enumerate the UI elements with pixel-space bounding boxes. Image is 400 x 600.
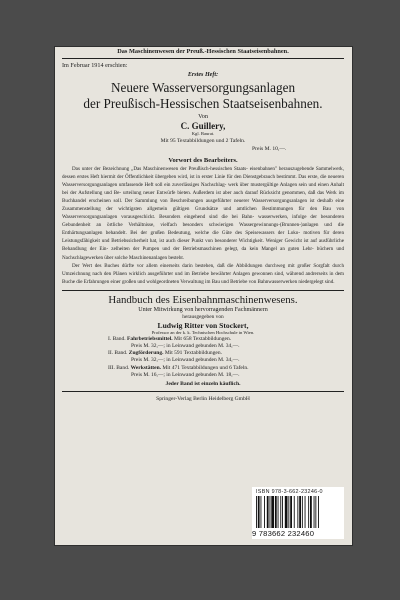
barcode-bar (288, 496, 289, 528)
barcode-bar (315, 496, 316, 528)
barcode-bar (290, 496, 292, 528)
barcode-bar (308, 496, 309, 528)
barcode-bar (258, 496, 260, 528)
barcode-bar (282, 496, 283, 528)
band-details: Mit 658 Textabbildungen. (174, 335, 232, 342)
publisher: Springer-Verlag Berlin Heidelberg GmbH (156, 395, 250, 402)
barcode-bar (285, 496, 288, 528)
isbn-label: ISBN 978-3-662-23246-0 (256, 489, 323, 495)
barcode-bar (299, 496, 301, 528)
editor-title: Professor an der k. k. Technischen Hochschule in Wien. (151, 329, 255, 335)
section-rule (62, 290, 344, 291)
herausgegeben-label: herausgegeben von (182, 313, 224, 320)
footer-rule (62, 391, 344, 392)
barcode-bar (267, 496, 269, 528)
band-details: Mit 471 Textabbildungen und 6 Tafeln. (162, 364, 249, 371)
barcode-bar (261, 496, 262, 528)
author-title: Kgl. Baurat. (191, 131, 215, 136)
barcode-bar (318, 496, 319, 528)
vorwort-paragraph-1: Das unter der Bezeichnung „Das Maschinenwesen der Preußisch-hessischen Staats- eisenbahnen" herauszugebende Sammelwerk, dessen erstes Heft hiermit der Öffentlichkeit übergeben wird, ist in erster Linie für den Dienstgebrauch bestimmt. Das erste, die neueren Wasserversorgungsanlagen umfassende Heft soll ein zuverlässiges Nachschlag- werk über mustergültige Anlagen sein und einen Anhalt bei der Aufstellung und Be- urteilung neuer Entwürfe bieten. Außerdem ist aber auch darauf Rücksicht genommen, daß das Werk im Buchhandel erscheinen soll. Der Sammlung von Beschreibungen ausgeführter neuerer Wasserversorgungsanlagen ist deshalb eine Zusammenstellung der wichtigsten allgemein gültigen Grundsätze und amtlichen Bestimmungen für den Bau von Wasserversorgungsanlagen vorausgeschickt. Besonders eingehend sind die bei Bahn- wasserwerken, infolge der besonderen Gebundenheit an örtliche Verhältnisse, vielfach besonders schwierigen Wassergewinnungs-(Brunnen-)anlagen und die Enthärtungsanlagen behandelt. Bei der großen Bedeutung, welche die Güte des Speisewassers der Loko- motiven für deren Leistungsfähigkeit und Betriebssicherheit hat, ist auch dieser Punkt von besonderer Wichtigkeit. Weniger Gewicht ist auf ausführliche Behandlung der Ein- zelheiten der Pumpen und der Betriebsmaschinen gelegt, da kein Mangel an guten Lehr- büchern und Nachschlagewerken über solche Maschinenanlagen besteht. (62, 166, 344, 261)
author-name: C. Guillery, (180, 121, 226, 131)
band-details: Mit 591 Textabbildungen. (164, 350, 222, 357)
band-number: III. Band. (108, 364, 130, 371)
header-rule (62, 58, 344, 59)
heft-label: Erstes Heft: (187, 72, 219, 78)
barcode-bar (305, 496, 306, 528)
band-list (108, 336, 344, 379)
book-title-line-1: Neuere Wasserversorgungsanlagen (110, 80, 296, 95)
barcode-bar (271, 496, 274, 528)
band-3 (108, 365, 344, 372)
barcode-bar (294, 496, 295, 528)
isbn-barcode (252, 487, 344, 539)
vorwort-heading: Vorwort des Bearbeiters. (168, 157, 238, 164)
price: Preis M. 10,—. (252, 146, 287, 152)
band-number: II. Band. (108, 350, 128, 357)
band-3-price: Preis M. 16,—; in Leinwand gebunden M. 18,—. (131, 371, 240, 378)
band-1-price: Preis M. 32,—; in Leinwand gebunden M. 34,—. (131, 342, 240, 349)
band-2 (108, 350, 344, 357)
series-header: Das Maschinenwesen der Preuß.-Hessischen Staatseisenbahnen. (117, 48, 289, 55)
barcode-bars-icon (256, 496, 340, 530)
von-label: Von (198, 113, 208, 120)
band-name: Werkstätten. (130, 364, 162, 371)
band-name: Zugförderung. (128, 350, 164, 357)
band-1 (108, 336, 344, 343)
band-name: Fahrbetriebsmittel. (126, 335, 173, 342)
barcode-bar (302, 496, 303, 528)
book-title-line-2: der Preußisch-Hessischen Staatseisenbahnen. (83, 96, 323, 111)
barcode-bar (275, 496, 277, 528)
barcode-bar (264, 496, 265, 528)
vorwort-paragraph-2: Der Wert des Buches dürfte vor allem einerseits darin bestehen, daß die Abbildungen durchweg mit großer Sorgfalt durch Umzeichnung nach den Plänen wirklich ausgeführter und im Betriebe bewährter Anlagen gewonnen sind, während andrerseits in dem Buche die Erfahrungen einer großen und wohlgeordneten Verwaltung im Bau und Betriebe von Bahnwasserwerken niedergelegt sind. (62, 262, 344, 285)
barcode-bar (310, 496, 312, 528)
barcode-bar (278, 496, 279, 528)
barcode-bar (256, 496, 257, 528)
barcode-bar (297, 496, 298, 528)
band-number: I. Band. (108, 335, 126, 342)
cover-text-block (62, 48, 344, 403)
barcode-bar (314, 496, 315, 528)
ean-number: 9 783662 232460 (252, 529, 315, 538)
jeder-band-note: Jeder Band ist einzeln käuflich. (165, 380, 241, 387)
editor-name: Ludwig Ritter von Stockert, (157, 320, 249, 330)
mitwirkung-line: Unter Mitwirkung von hervorragenden Fachmännern (138, 306, 268, 313)
barcode-bar (280, 496, 281, 528)
illustrations-note: Mit 95 Textabbildungen und 2 Tafeln. (160, 138, 246, 144)
band-2-price: Preis M. 32,—; in Leinwand gebunden M. 34,—. (131, 357, 240, 364)
announcement: Im Februar 1914 erschien: (62, 62, 128, 69)
barcode-bar (270, 496, 271, 528)
vorwort-text (62, 165, 344, 286)
handbuch-title: Handbuch des Eisenbahnmaschinenwesens. (108, 293, 298, 306)
